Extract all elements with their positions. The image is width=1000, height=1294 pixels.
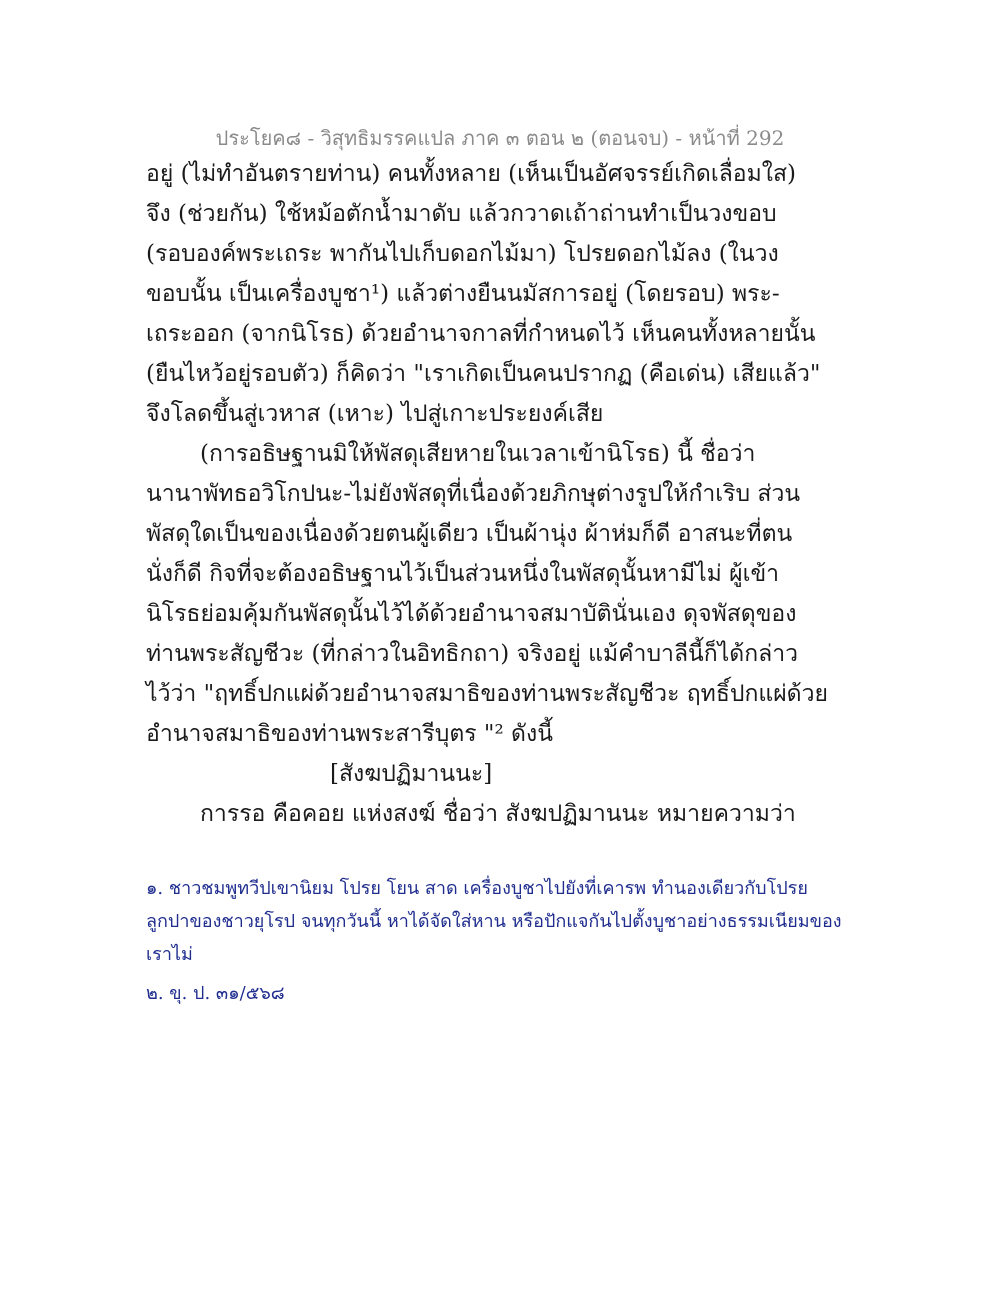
footnote-line: ๑. ชาวชมพูทวีปเขานิยม โปรย โยน สาด เครื่องบูชาไปยังที่เคารพ ทำนองเดียวกับโปรย <box>146 878 808 899</box>
body-line: ไว้ว่า "ฤทธิ์ปกแผ่ด้วยอำนาจสมาธิของท่านพระสัญชีวะ ฤทธิ์ปกแผ่ด้วย <box>146 681 829 707</box>
body-line: จึง (ช่วยกัน) ใช้หม้อตักน้ำมาดับ แล้วกวาดเถ้าถ่านทำเป็นวงขอบ <box>146 201 777 227</box>
body-line: ท่านพระสัญชีวะ (ที่กล่าวในอิทธิกถา) จริงอยู่ แม้คำบาลีนี้ก็ได้กล่าว <box>146 641 799 667</box>
body-line: จึงโลดขึ้นสู่เวหาส (เหาะ) ไปสู่เกาะประยงค์เสีย <box>146 401 604 427</box>
page-header: ประโยค๘ - วิสุทธิมรรคแปล ภาค ๓ ตอน ๒ (ตอนจบ) - หน้าที่ 292 <box>215 126 785 150</box>
body-line: พัสดุใดเป็นของเนื่องด้วยตนผู้เดียว เป็นผ้านุ่ง ผ้าห่มก็ดี อาสนะที่ตน <box>146 521 793 547</box>
footnote-line: ลูกปาของชาวยุโรป จนทุกวันนี้ หาได้จัดใส่หาน หรือปักแจกันไปตั้งบูชาอย่างธรรมเนียมของ <box>146 911 842 932</box>
footnote-line: เราไม่ <box>146 944 193 965</box>
body-line: นั่งก็ดี กิจที่จะต้องอธิษฐานไว้เป็นส่วนหนึ่งในพัสดุนั้นหามีไม่ ผู้เข้า <box>146 561 780 587</box>
footnote-line: ๒. ขุ. ป. ๓๑/๕๖๘ <box>146 983 285 1004</box>
body-line: (ยืนไหว้อยู่รอบตัว) ก็คิดว่า "เราเกิดเป็นคนปรากฏ (คือเด่น) เสียแล้ว" <box>146 361 821 387</box>
body-line: อำนาจสมาธิของท่านพระสารีบุตร "² ดังนี้ <box>146 721 553 747</box>
section-first-line: การรอ คือคอย แห่งสงฆ์ ชื่อว่า สังฆปฏิมานนะ หมายความว่า <box>200 801 796 827</box>
body-line: นานาพัทธอวิโกปนะ-ไม่ยังพัสดุที่เนื่องด้วยภิกษุต่างรูปให้กำเริบ ส่วน <box>146 481 801 507</box>
section-title: [สังฆปฏิมานนะ] <box>330 761 493 787</box>
body-line: นิโรธย่อมคุ้มกันพัสดุนั้นไว้ได้ด้วยอำนาจสมาบัตินั่นเอง ดุจพัสดุของ <box>146 601 797 627</box>
body-line: (รอบองค์พระเถระ พากันไปเก็บดอกไม้มา) โปรยดอกไม้ลง (ในวง <box>146 241 779 267</box>
paragraph-first-line: (การอธิษฐานมิให้พัสดุเสียหายในเวลาเข้านิโรธ) นี้ ชื่อว่า <box>200 441 756 467</box>
body-line: อยู่ (ไม่ทำอันตรายท่าน) คนทั้งหลาย (เห็นเป็นอัศจรรย์เกิดเลื่อมใส) <box>146 161 797 187</box>
body-line: เถระออก (จากนิโรธ) ด้วยอำนาจกาลที่กำหนดไว้ เห็นคนทั้งหลายนั้น <box>146 321 816 347</box>
body-line: ขอบนั้น เป็นเครื่องบูชา¹) แล้วต่างยืนนมัสการอยู่ (โดยรอบ) พระ- <box>146 281 780 307</box>
